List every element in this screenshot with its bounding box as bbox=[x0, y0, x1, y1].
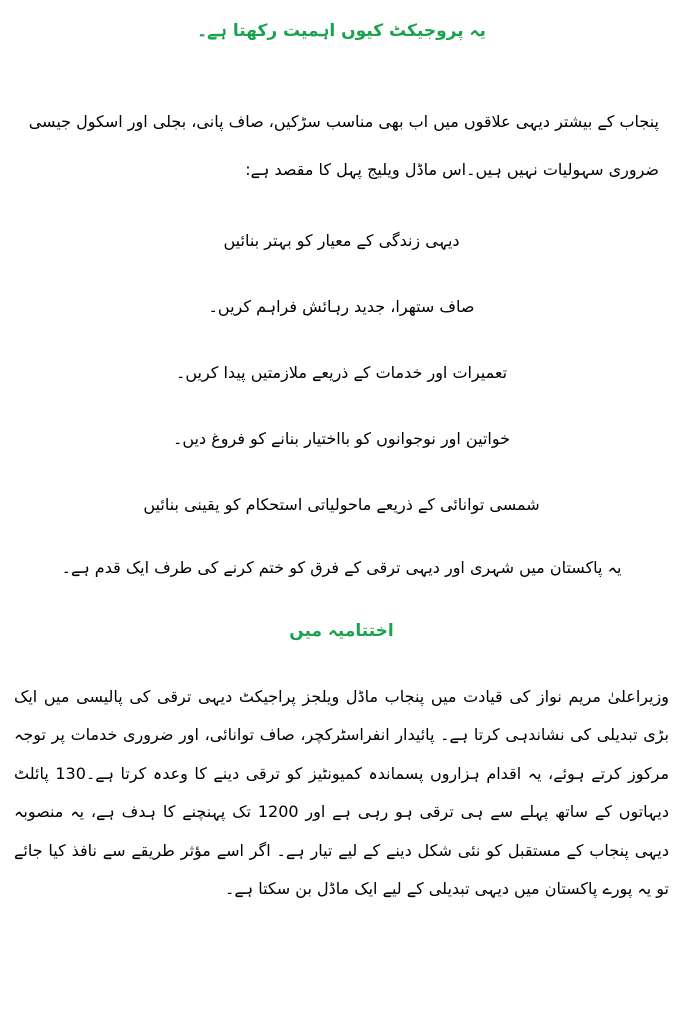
goals-list bbox=[14, 208, 669, 538]
summary-line: یہ پاکستان میں شہری اور دیہی ترقی کے فرق کو ختم کرنے کی طرف ایک قدم ہے۔ bbox=[61, 557, 622, 577]
goal-item: تعمیرات اور خدمات کے ذریعے ملازمتیں پیدا کریں۔ bbox=[175, 362, 508, 382]
intro-paragraph: پنجاب کے بیشتر دیہی علاقوں میں اب بھی مناسب سڑکیں، صاف پانی، بجلی اور اسکول جیسی ضروری سہولیات نہیں ہیں۔اس ماڈل ویلیج پہل کا مقصد ہے: bbox=[28, 111, 659, 179]
conclusion-paragraph: وزیراعلیٰ مریم نواز کی قیادت میں پنجاب ماڈل ویلجز پراجیکٹ دیہی ترقی کی پالیسی میں ایک بڑی تبدیلی کی نشاندہی کرتا ہے۔ پائیدار انفراسٹرکچر، صاف توانائی، اور ضروری خدمات پر توجہ مرکوز کرتے ہوئے، یہ اقدام ہزاروں پسماندہ کمیونٹیز کو ترقی دینے کا وعدہ کرتا ہے۔130 پائلٹ دیہاتوں کے ساتھ پہلے سے ہی ترقی ہو رہی ہے اور 1200 تک پہنچنے کا ہدف ہے، یہ منصوبہ دیہی پنجاب کے مستقبل کو نئی شکل دینے کے لیے تیار ہے۔ اگر اسے مؤثر طریقے سے نافذ کیا جائے تو یہ پورے پاکستان میں دیہی تبدیلی کے لیے ایک ماڈل بن سکتا ہے۔ bbox=[14, 686, 670, 899]
goal-item: دیہی زندگی کے معیار کو بہتر بنائیں bbox=[223, 230, 460, 250]
goal-item: خواتین اور نوجوانوں کو بااختیار بنانے کو فروغ دیں۔ bbox=[173, 428, 510, 448]
section-heading-conclusion: اختتامیہ میں bbox=[289, 620, 394, 641]
section-heading-why-it-matters: یہ پروجیکٹ کیوں اہمیت رکھتا ہے۔ bbox=[197, 21, 486, 41]
goal-item: شمسی توانائی کے ذریعے ماحولیاتی استحکام کو یقینی بنائیں bbox=[143, 494, 540, 514]
goal-item: صاف ستھرا، جدید رہائش فراہم کریں۔ bbox=[208, 296, 475, 316]
